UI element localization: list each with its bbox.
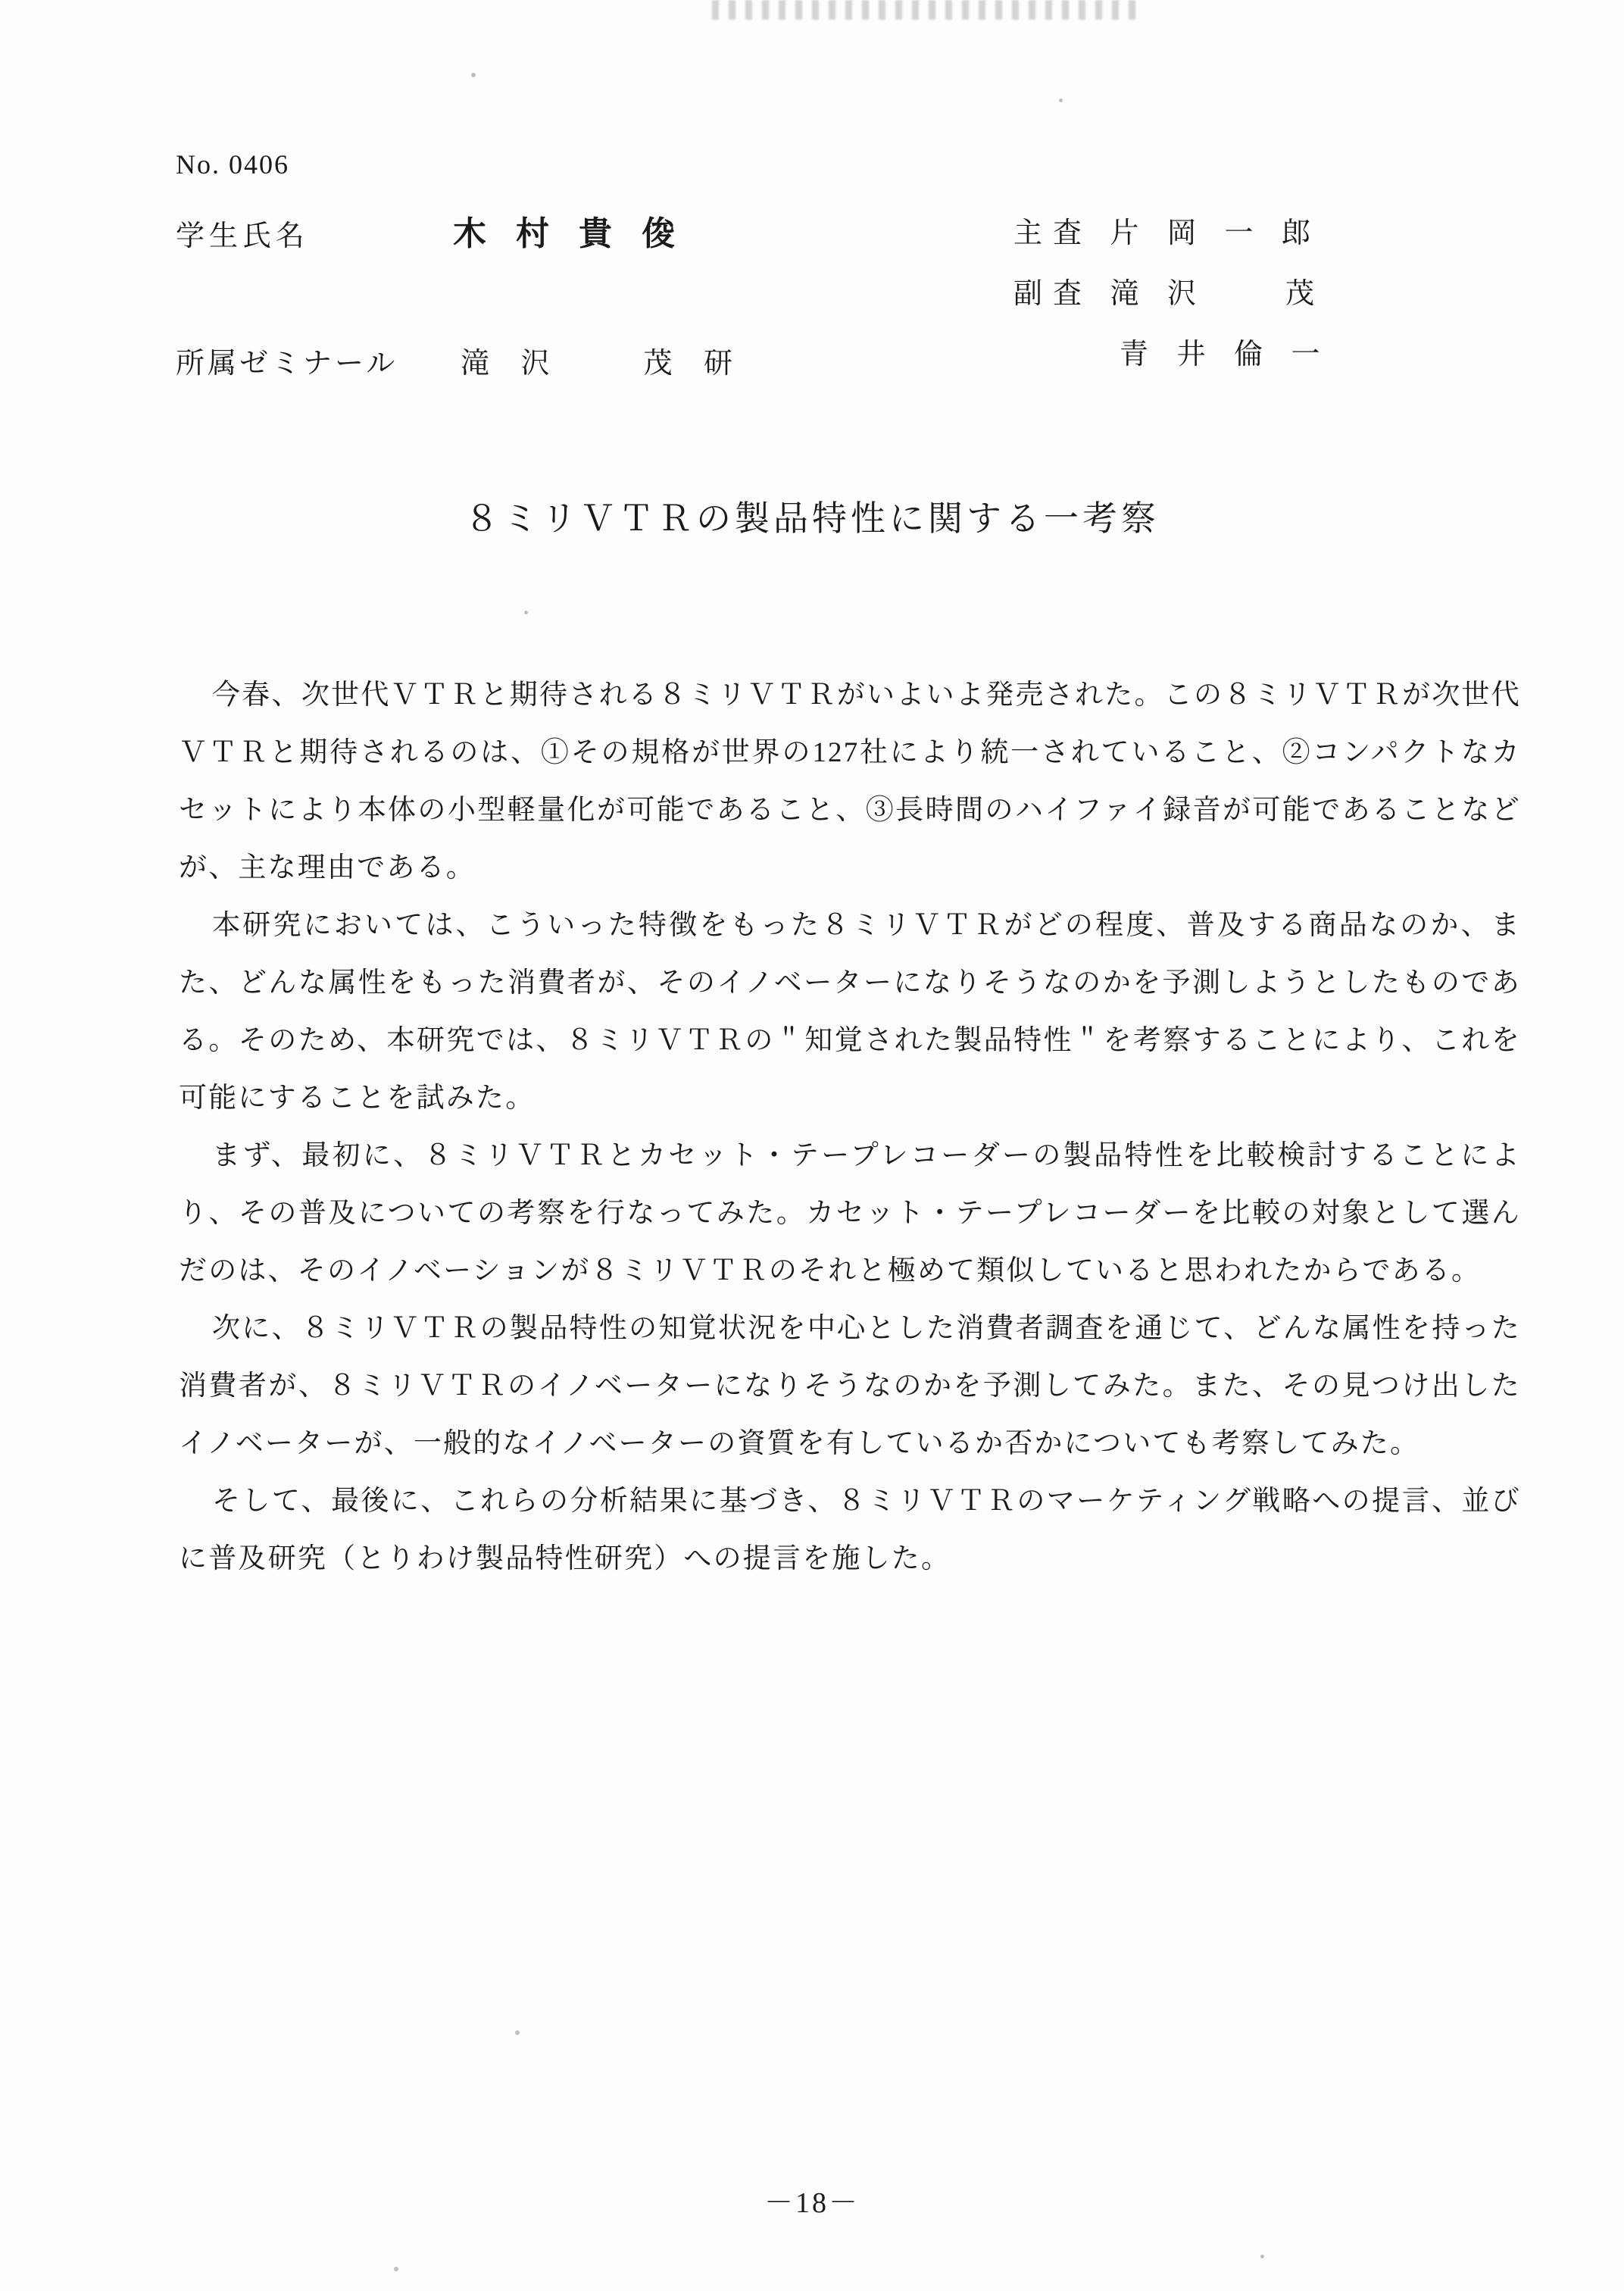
student-name-label: 学生氏名 [176, 220, 310, 252]
page-title: ８ミリＶＴＲの製品特性に関する一考察 [464, 499, 1160, 538]
paragraph: まず、最初に、８ミリＶＴＲとカセット・テープレコーダーの製品特性を比較検討することにより、その普及についての考察を行なってみた。カセット・テープレコーダーを比較の対象として選んだのは、そのイノベーションが８ミリＶＴＲのそれと極めて類似していると思われたからである。 [179, 1140, 1521, 1286]
paragraph: 今春、次世代ＶＴＲと期待される８ミリＶＴＲがいよいよ発売された。この８ミリＶＴＲが次世代ＶＴＲと期待されるのは、①その規格が世界の127社により統一されていること、②コンパクトなカセットにより本体の小型軽量化が可能であること、③長時間のハイファイ録音が可能であることなどが、主な理由である。 [179, 680, 1521, 883]
paragraph: 次に、８ミリＶＴＲの製品特性の知覚状況を中心とした消費者調査を通じて、どんな属性を持った消費者が、８ミリＶＴＲのイノベーターになりそうなのかを予測してみた。また、その見つけ出したイノベーターが、一般的なイノベーターの資質を有しているか否かについても考察してみた。 [179, 1313, 1521, 1459]
sub-examiner: 副査 滝 沢 茂 [1013, 278, 1326, 310]
document-body [179, 667, 1521, 1588]
seminar-value: 滝 沢 茂 研 [461, 348, 745, 380]
sub-examiner-secondary: 青 井 倫 一 [1120, 339, 1331, 370]
seminar-label: 所属ゼミナール [176, 348, 398, 380]
paragraph: そして、最後に、これらの分析結果に基づき、８ミリＶＴＲのマーケティング戦略への提言、並びに普及研究（とりわけ製品特性研究）への提言を施した。 [179, 1486, 1521, 1574]
chief-examiner: 主査 片 岡 一 郎 [1013, 217, 1322, 249]
student-name-value: 木 村 貴 俊 [453, 215, 686, 252]
document-number: No. 0406 [176, 149, 289, 180]
paragraph: 本研究においては、こういった特徴をもった８ミリＶＴＲがどの程度、普及する商品なのか、また、どんな属性をもった消費者が、そのイノベーターになりそうなのかを予測しようとしたものである。そのため、本研究では、８ミリＶＴＲの＂知覚された製品特性＂を考察することにより、これを可能にすることを試みた。 [179, 910, 1521, 1114]
page-number: －18－ [764, 2187, 860, 2219]
